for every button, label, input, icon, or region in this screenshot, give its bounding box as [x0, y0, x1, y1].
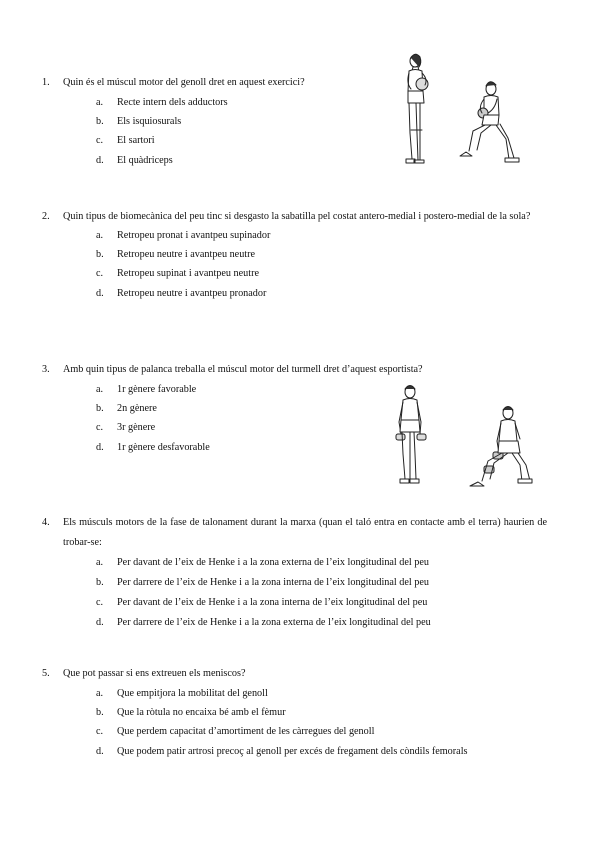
- option-letter: a.: [96, 688, 104, 699]
- question-number: 1.: [42, 77, 50, 88]
- option-text: Retropeu supinat i avantpeu neutre: [117, 268, 260, 280]
- option-a: [96, 553, 547, 573]
- option-c: [96, 264, 547, 283]
- option-letter: c.: [96, 422, 104, 434]
- option-text: Per darrere de l’eix de Henke i a la zona interna de l’eix longitudinal del peu: [117, 577, 430, 588]
- option-letter: d.: [96, 745, 104, 757]
- option-letter: b.: [96, 577, 104, 588]
- options-list: [96, 226, 547, 303]
- option-text: Que perdem capacitat d’amortiment de les càrregues del genoll: [117, 726, 375, 738]
- option-b: [96, 573, 547, 593]
- question-text: Que pot passar si ens extreuen els meniscos?: [63, 668, 246, 679]
- option-d: [96, 742, 547, 761]
- standing-man-illustration: [396, 386, 426, 484]
- option-text: El sartori: [117, 135, 155, 147]
- option-letter: a.: [96, 230, 104, 241]
- option-text: El quàdriceps: [117, 154, 173, 166]
- option-letter: d.: [96, 154, 104, 166]
- option-letter: a.: [96, 384, 104, 395]
- option-a: [96, 684, 547, 703]
- option-letter: c.: [96, 597, 104, 608]
- option-text: Retropeu pronat i avantpeu supinador: [117, 230, 271, 241]
- option-letter: b.: [96, 403, 104, 415]
- option-letter: d.: [96, 287, 104, 299]
- option-text: Recte intern dels adductors: [117, 97, 228, 108]
- option-letter: b.: [96, 116, 104, 128]
- option-text: Per darrere de l’eix de Henke i a la zona externa de l’eix longitudinal del peu: [117, 617, 431, 628]
- question-5: [42, 664, 547, 761]
- option-c: [96, 722, 547, 741]
- lunge-medicine-ball-figure: [373, 52, 523, 172]
- option-text: Per davant de l’eix de Henke i a la zona externa de l’eix longitudinal del peu: [117, 557, 430, 568]
- options-list: [96, 553, 547, 633]
- option-text: Retropeu neutre i avantpeu neutre: [117, 249, 256, 261]
- option-text: 2n gènere: [117, 403, 157, 415]
- option-letter: c.: [96, 135, 104, 147]
- option-text: 1r gènere favorable: [117, 384, 197, 395]
- question-number: 4.: [42, 517, 50, 528]
- option-c: [96, 131, 342, 150]
- question-text: Els músculs motors de la fase de talonament durant la marxa (quan el taló entra en contacte amb el terra) haurien de trobar-se:: [63, 517, 547, 548]
- option-text: 3r gènere: [117, 422, 156, 434]
- option-b: [96, 703, 547, 722]
- option-text: Els isquiosurals: [117, 116, 182, 128]
- question-2: [42, 207, 547, 303]
- option-letter: c.: [96, 268, 104, 280]
- option-letter: b.: [96, 707, 104, 719]
- options-list: [96, 684, 547, 761]
- question-number: 2.: [42, 211, 50, 222]
- option-a: [96, 93, 342, 112]
- option-b: [96, 245, 547, 264]
- question-text: Quin és el múscul motor del genoll dret en aquest exercici?: [63, 77, 305, 88]
- option-letter: d.: [96, 617, 104, 628]
- options-list: [96, 93, 342, 170]
- dumbbell-lunge-figure: [378, 382, 538, 494]
- option-c: [96, 593, 547, 613]
- lunging-man-illustration: [470, 407, 532, 487]
- option-d: [96, 151, 342, 170]
- option-b: [96, 112, 342, 131]
- question-text: Amb quin tipus de palanca treballa el múscul motor del turmell dret d’aquest esportista?: [63, 364, 423, 375]
- option-text: Retropeu neutre i avantpeu pronador: [117, 287, 267, 299]
- question-4: [42, 513, 547, 633]
- option-d: [96, 613, 547, 633]
- option-a: [96, 226, 547, 245]
- question-number: 3.: [42, 364, 50, 375]
- option-text: 1r gènere desfavorable: [117, 441, 210, 453]
- lunging-woman-illustration: [460, 82, 519, 162]
- option-letter: d.: [96, 441, 104, 453]
- standing-woman-illustration: [406, 54, 428, 163]
- option-text: Que empitjora la mobilitat del genoll: [117, 688, 268, 699]
- option-text: Que la ròtula no encaixa bé amb el fèmur: [117, 707, 286, 719]
- option-letter: a.: [96, 557, 104, 568]
- option-text: Per davant de l’eix de Henke i a la zona interna de l’eix longitudinal del peu: [117, 597, 428, 608]
- option-text: Que podem patir artrosi precoç al genoll per excés de fregament dels còndils femorals: [117, 745, 468, 757]
- option-letter: b.: [96, 249, 104, 261]
- question-1: [42, 73, 342, 170]
- option-letter: a.: [96, 97, 104, 108]
- question-number: 5.: [42, 668, 50, 679]
- option-letter: c.: [96, 726, 104, 738]
- question-text: Quin tipus de biomecànica del peu tinc si desgasto la sabatilla pel costat antero-medial i postero-medial de la sola?: [63, 211, 531, 222]
- option-d: [96, 284, 547, 303]
